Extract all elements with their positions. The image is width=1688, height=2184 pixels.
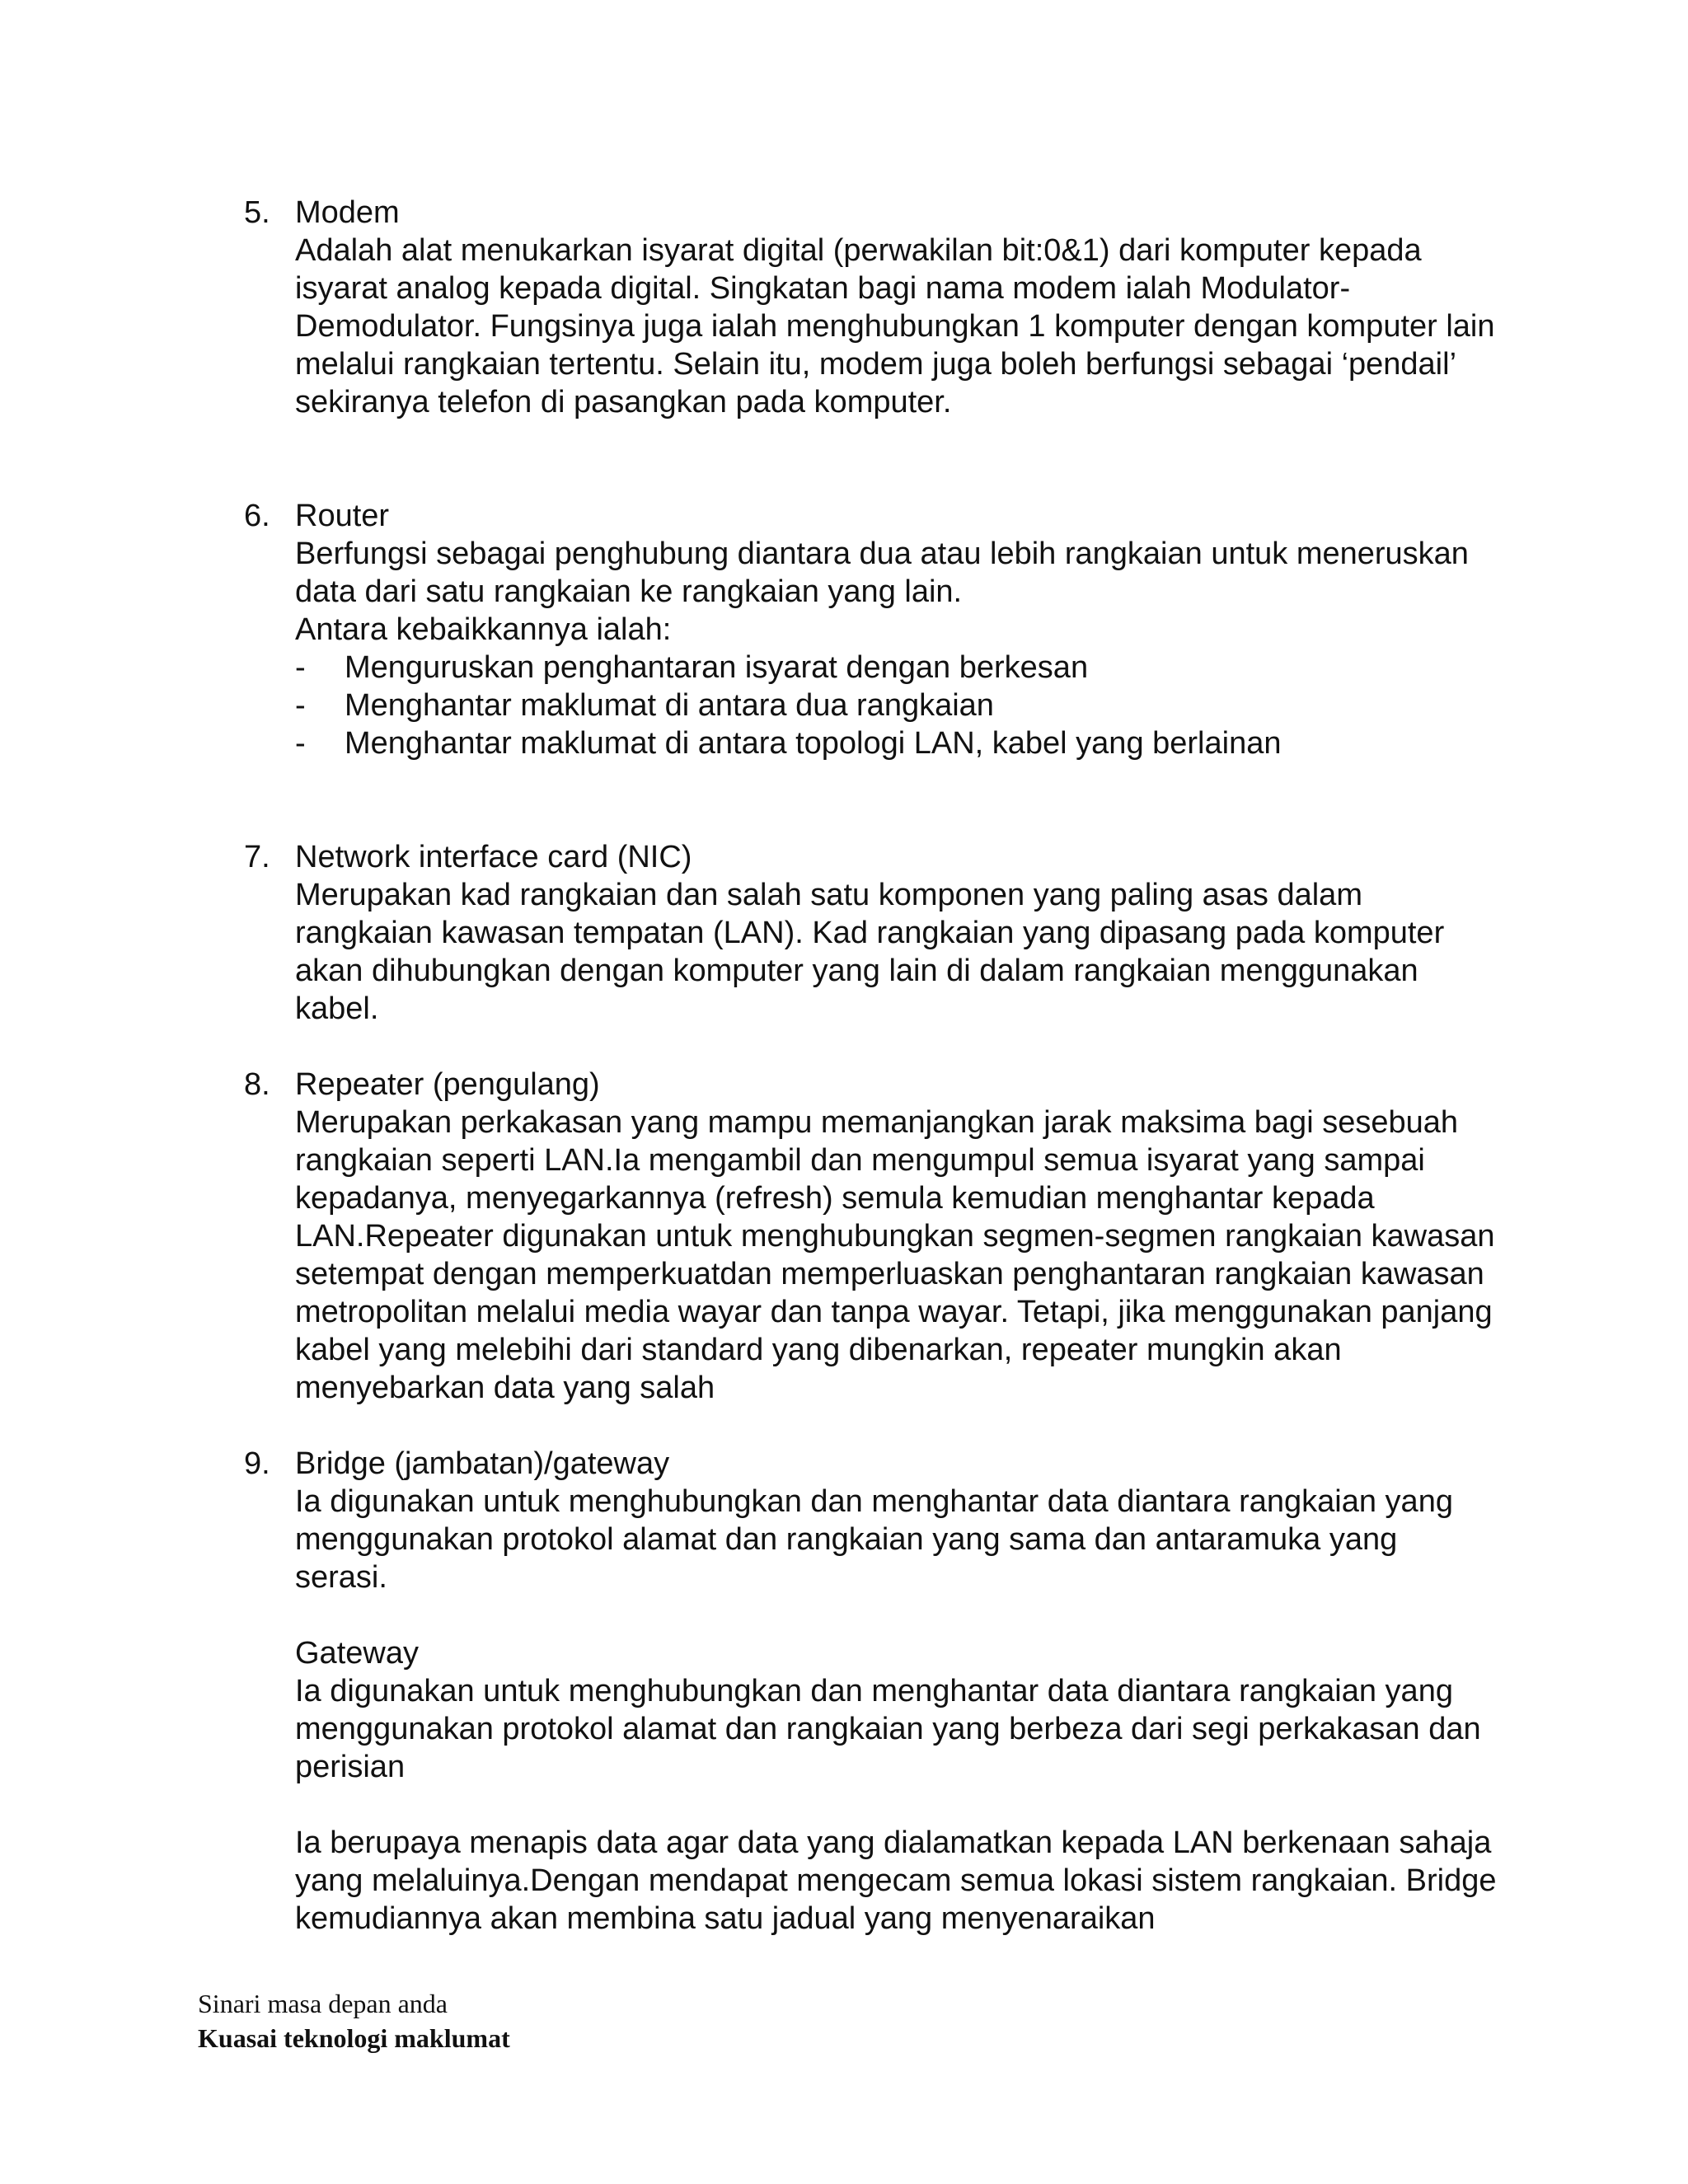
item-title: Network interface card (NIC) <box>295 840 692 874</box>
footer-line-1: Sinari masa depan anda <box>198 1989 448 2018</box>
item-title: Modem <box>295 195 400 230</box>
list-item-repeater <box>244 1066 1497 1407</box>
item-body: Adalah alat menukarkan isyarat digital (perwakilan bit:0&1) dari komputer kepada isyarat analog kepada digital. Singkatan bagi nama modem ialah Modulator-Demodulator. Fungsinya juga ialah menghubungkan 1 komputer dengan komputer lain melalui rangkaian tertentu. Selain itu, modem juga boleh berfungsi sebagai ‘pendail’ sekiranya telefon di pasangkan pada komputer. <box>295 233 1495 419</box>
footer-line-2: Kuasai teknologi maklumat <box>198 2023 510 2053</box>
list-item-modem <box>244 194 1497 421</box>
bullet-item <box>295 724 1497 762</box>
item-title: Bridge (jambatan)/gateway <box>295 1446 670 1481</box>
bullet-dash: - <box>295 688 306 723</box>
document-content <box>244 194 1497 1938</box>
item-number: 7. <box>244 840 270 874</box>
bullet-text: Menghantar maklumat di antara dua rangkaian <box>345 688 994 723</box>
bullet-text: Menghantar maklumat di antara topologi LAN, kabel yang berlainan <box>345 726 1282 761</box>
bullet-dash: - <box>295 650 306 685</box>
spacer <box>295 1596 1497 1634</box>
item-number: 8. <box>244 1067 270 1102</box>
item-intro: Antara kebaikkannya ialah: <box>295 612 672 647</box>
bullet-list <box>295 649 1497 762</box>
spacer <box>244 1407 1497 1445</box>
spacer <box>244 1028 1497 1066</box>
item-number: 9. <box>244 1446 270 1481</box>
list-item-router <box>244 497 1497 762</box>
item-body: Berfungsi sebagai penghubung diantara dua atau lebih rangkaian untuk meneruskan data dari satu rangkaian ke rangkaian yang lain. <box>295 537 1469 609</box>
item-body-bridge-filter: Ia berupaya menapis data agar data yang dialamatkan kepada LAN berkenaan sahaja yang melaluinya.Dengan mendapat mengecam semua lokasi sistem rangkaian. Bridge kemudiannya akan membina satu jadual yang menyenaraikan <box>295 1825 1497 1936</box>
item-title: Repeater (pengulang) <box>295 1067 600 1102</box>
bullet-text: Menguruskan penghantaran isyarat dengan berkesan <box>345 650 1089 685</box>
bullet-item <box>295 649 1497 687</box>
item-title: Router <box>295 499 390 533</box>
list-item-bridge <box>244 1445 1497 1938</box>
item-number: 5. <box>244 195 270 230</box>
spacer <box>244 421 1497 497</box>
bullet-item <box>295 687 1497 724</box>
spacer <box>244 762 1497 838</box>
spacer <box>295 1786 1497 1824</box>
item-subtitle: Gateway <box>295 1636 419 1671</box>
item-body: Ia digunakan untuk menghubungkan dan menghantar data diantara rangkaian yang menggunakan protokol alamat dan rangkaian yang sama dan antaramuka yang serasi. <box>295 1484 1453 1595</box>
item-body: Merupakan perkakasan yang mampu memanjangkan jarak maksima bagi sesebuah rangkaian seperti LAN.Ia mengambil dan mengumpul semua isyarat yang sampai kepadanya, menyegarkannya (refresh) semula kemudian menghantar kepada LAN.Repeater digunakan untuk menghubungkan segmen-segmen rangkaian kawasan setempat dengan memperkuatdan memperluaskan penghantaran rangkaian kawasan metropolitan melalui media wayar dan tanpa wayar. Tetapi, jika menggunakan panjang kabel yang melebihi dari standard yang dibenarkan, repeater mungkin akan menyebarkan data yang salah <box>295 1105 1495 1405</box>
page-footer <box>198 1986 510 2055</box>
item-body: Merupakan kad rangkaian dan salah satu komponen yang paling asas dalam rangkaian kawasan tempatan (LAN). Kad rangkaian yang dipasang pada komputer akan dihubungkan dengan komputer yang lain di dalam rangkaian menggunakan kabel. <box>295 878 1445 1026</box>
bullet-dash: - <box>295 726 306 761</box>
item-number: 6. <box>244 499 270 533</box>
list-item-nic <box>244 838 1497 1028</box>
item-body-gateway: Ia digunakan untuk menghubungkan dan menghantar data diantara rangkaian yang menggunakan protokol alamat dan rangkaian yang berbeza dari segi perkakasan dan perisian <box>295 1674 1481 1784</box>
